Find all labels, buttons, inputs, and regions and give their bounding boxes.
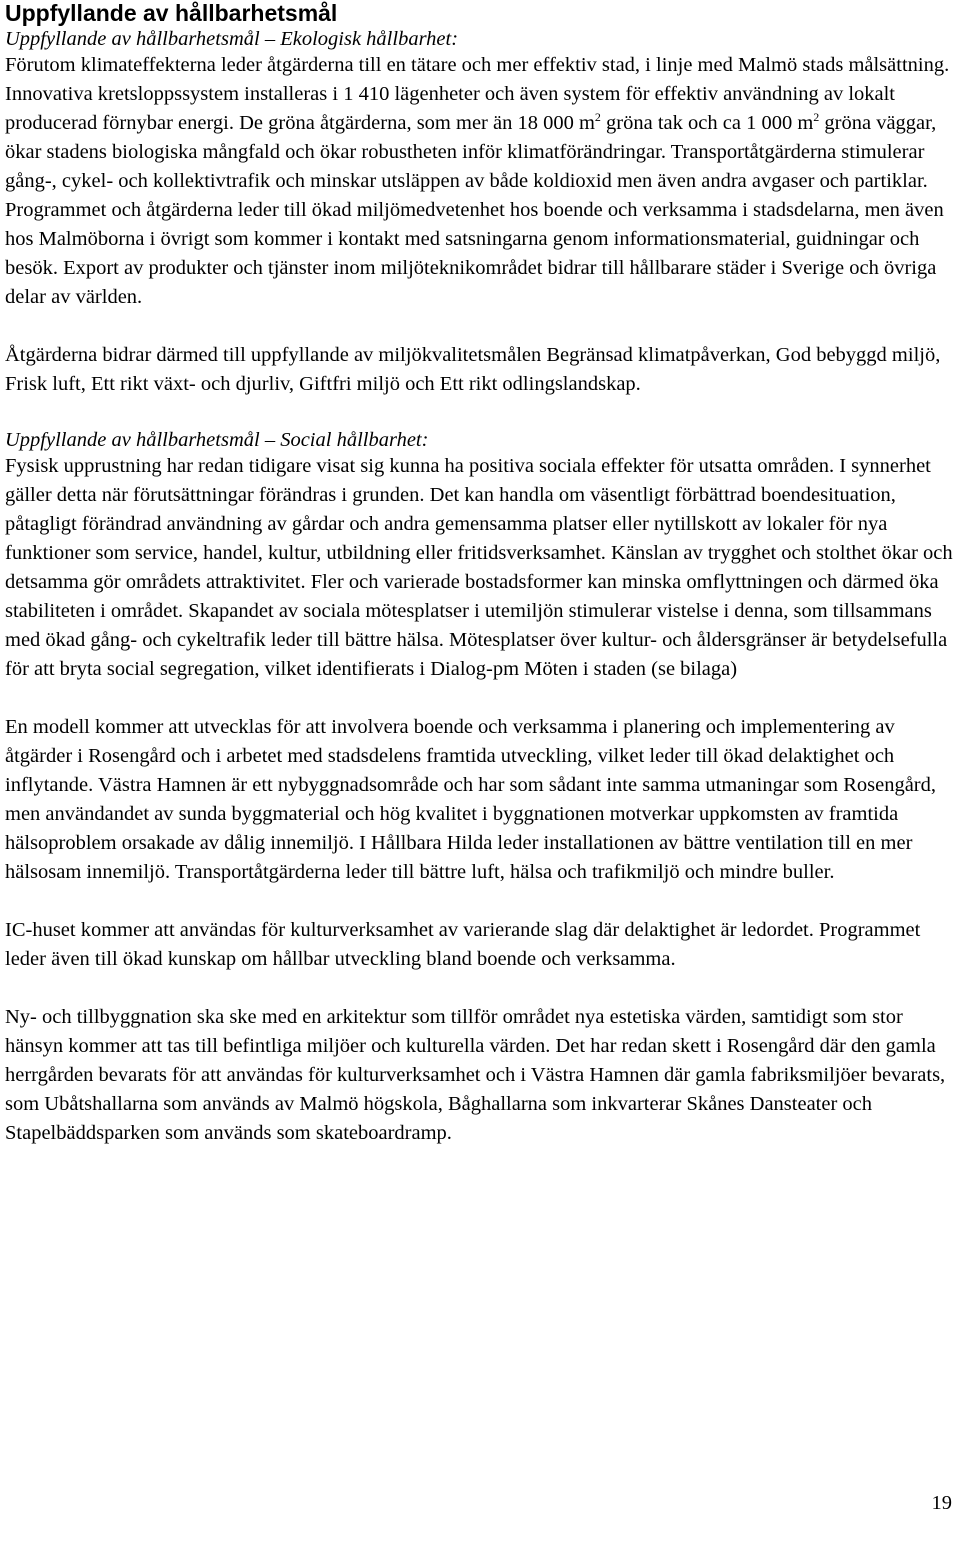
eco-p1-text-a: Förutom klimateffekterna leder åtgärderna till en tätare och mer effektiv stad, i linje med Malmö stads målsättning. Innovativa kretsloppssystem installeras i 1 410 lägenheter och även system för effektiv användning av lokalt producerad förnybar energi. De gröna åtgärderna, som mer än 18 000 m xyxy=(5,54,950,134)
eco-p1-superscript-1: 2 xyxy=(594,110,601,124)
social-paragraph-3: IC-huset kommer att användas för kulturverksamhet av varierande slag där delaktighet är ledordet. Programmet leder även till ökad kunskap om hållbar utveckling bland boende och verksamma. xyxy=(5,919,921,970)
spacer xyxy=(5,312,955,341)
eco-subheading: Uppfyllande av hållbarhetsmål – Ekologisk hållbarhet: xyxy=(5,28,459,50)
document-page xyxy=(5,0,955,1148)
spacer xyxy=(5,974,955,1003)
eco-paragraph-2: Åtgärderna bidrar därmed till uppfyllande av miljökvalitetsmålen Begränsad klimatpåverkan, God bebyggd miljö, Frisk luft, Ett rikt växt- och djurliv, Giftfri miljö och Ett rikt odlingslandskap. xyxy=(5,344,941,395)
eco-p1-superscript-2: 2 xyxy=(813,110,820,124)
page-heading: Uppfyllande av hållbarhetsmål xyxy=(5,0,338,26)
spacer xyxy=(5,887,955,916)
social-paragraph-1: Fysisk upprustning har redan tidigare visat sig kunna ha positiva sociala effekter för utsatta områden. I synnerhet gäller detta när förutsättningar förändras i grunden. Det kan handla om väsentligt förbättrad boendesituation, påtagligt förändrad användning av gårdar och andra gemensamma platser eller nytillskott av lokaler för nya funktioner som service, handel, kultur, utbildning eller fritidsverksamhet. Känslan av trygghet och stolthet ökar och detsamma gör områdets attraktivitet. Fler och varierade bostadsformer kan minska omflyttningen och därmed öka stabiliteten i området. Skapandet av sociala mötesplatser i utemiljön stimulerar vistelse i denna, som tillsammans med ökad gång- och cykeltrafik leder till bättre hälsa. Mötesplatser över kultur- och åldersgränser är betydelsefulla för att bryta social segregation, vilket identifierats i Dialog-pm Möten i staden (se bilaga) xyxy=(5,455,953,680)
eco-paragraph-1 xyxy=(5,51,955,312)
spacer xyxy=(5,684,955,713)
eco-p1-text-b: gröna tak och ca 1 000 m xyxy=(600,112,814,134)
social-paragraph-4: Ny- och tillbyggnation ska ske med en arkitektur som tillför området nya estetiska värden, samtidigt som stor hänsyn kommer att tas till befintliga miljöer och kulturella värden. Det har redan skett i Rosengård där den gamla herrgården bevarats för att användas för kulturverksamhet och i Västra Hamnen där gamla fabriksmiljöer bevarats, som Ubåtshallarna som används av Malmö högskola, Båghallarna som inkvarterar Skånes Dansteater och Stapelbäddsparken som används som skateboardramp. xyxy=(5,1006,946,1144)
page-number: 19 xyxy=(931,1492,952,1514)
eco-p1-text-c: gröna väggar, ökar stadens biologiska mångfald och ökar robustheten inför klimatförändringar. Transportåtgärderna stimulerar gång-, cykel- och kollektivtrafik och minskar utsläppen av både koldioxid men även andra avgaser och partiklar. Programmet och åtgärderna leder till ökad miljömedvetenhet hos boende och verksamma i stadsdelarna, men även hos Malmöborna i övrigt som kommer i kontakt med satsningarna genom informationsmaterial, guidningar och besök. Export av produkter och tjänster inom miljöteknikområdet bidrar till hållbarare städer i Sverige och övriga delar av världen. xyxy=(5,112,944,308)
social-subheading: Uppfyllande av hållbarhetsmål – Social hållbarhet: xyxy=(5,429,429,451)
social-paragraph-2: En modell kommer att utvecklas för att involvera boende och verksamma i planering och implementering av åtgärder i Rosengård och i arbetet med stadsdelens framtida utveckling, vilket leder till ökad delaktighet och inflytande. Västra Hamnen är ett nybyggnadsområde och har som sådant inte samma utmaningar som Rosengård, men användandet av sunda byggmaterial och hög kvalitet i byggnationen motverkar uppkomsten av framtida hälsoproblem orsakade av dålig innemiljö. I Hållbara Hilda leder installationen av bättre ventilation till en mer hälsosam innemiljö. Transportåtgärderna leder till bättre luft, hälsa och trafikmiljö och mindre buller. xyxy=(5,716,936,883)
spacer xyxy=(5,399,955,428)
